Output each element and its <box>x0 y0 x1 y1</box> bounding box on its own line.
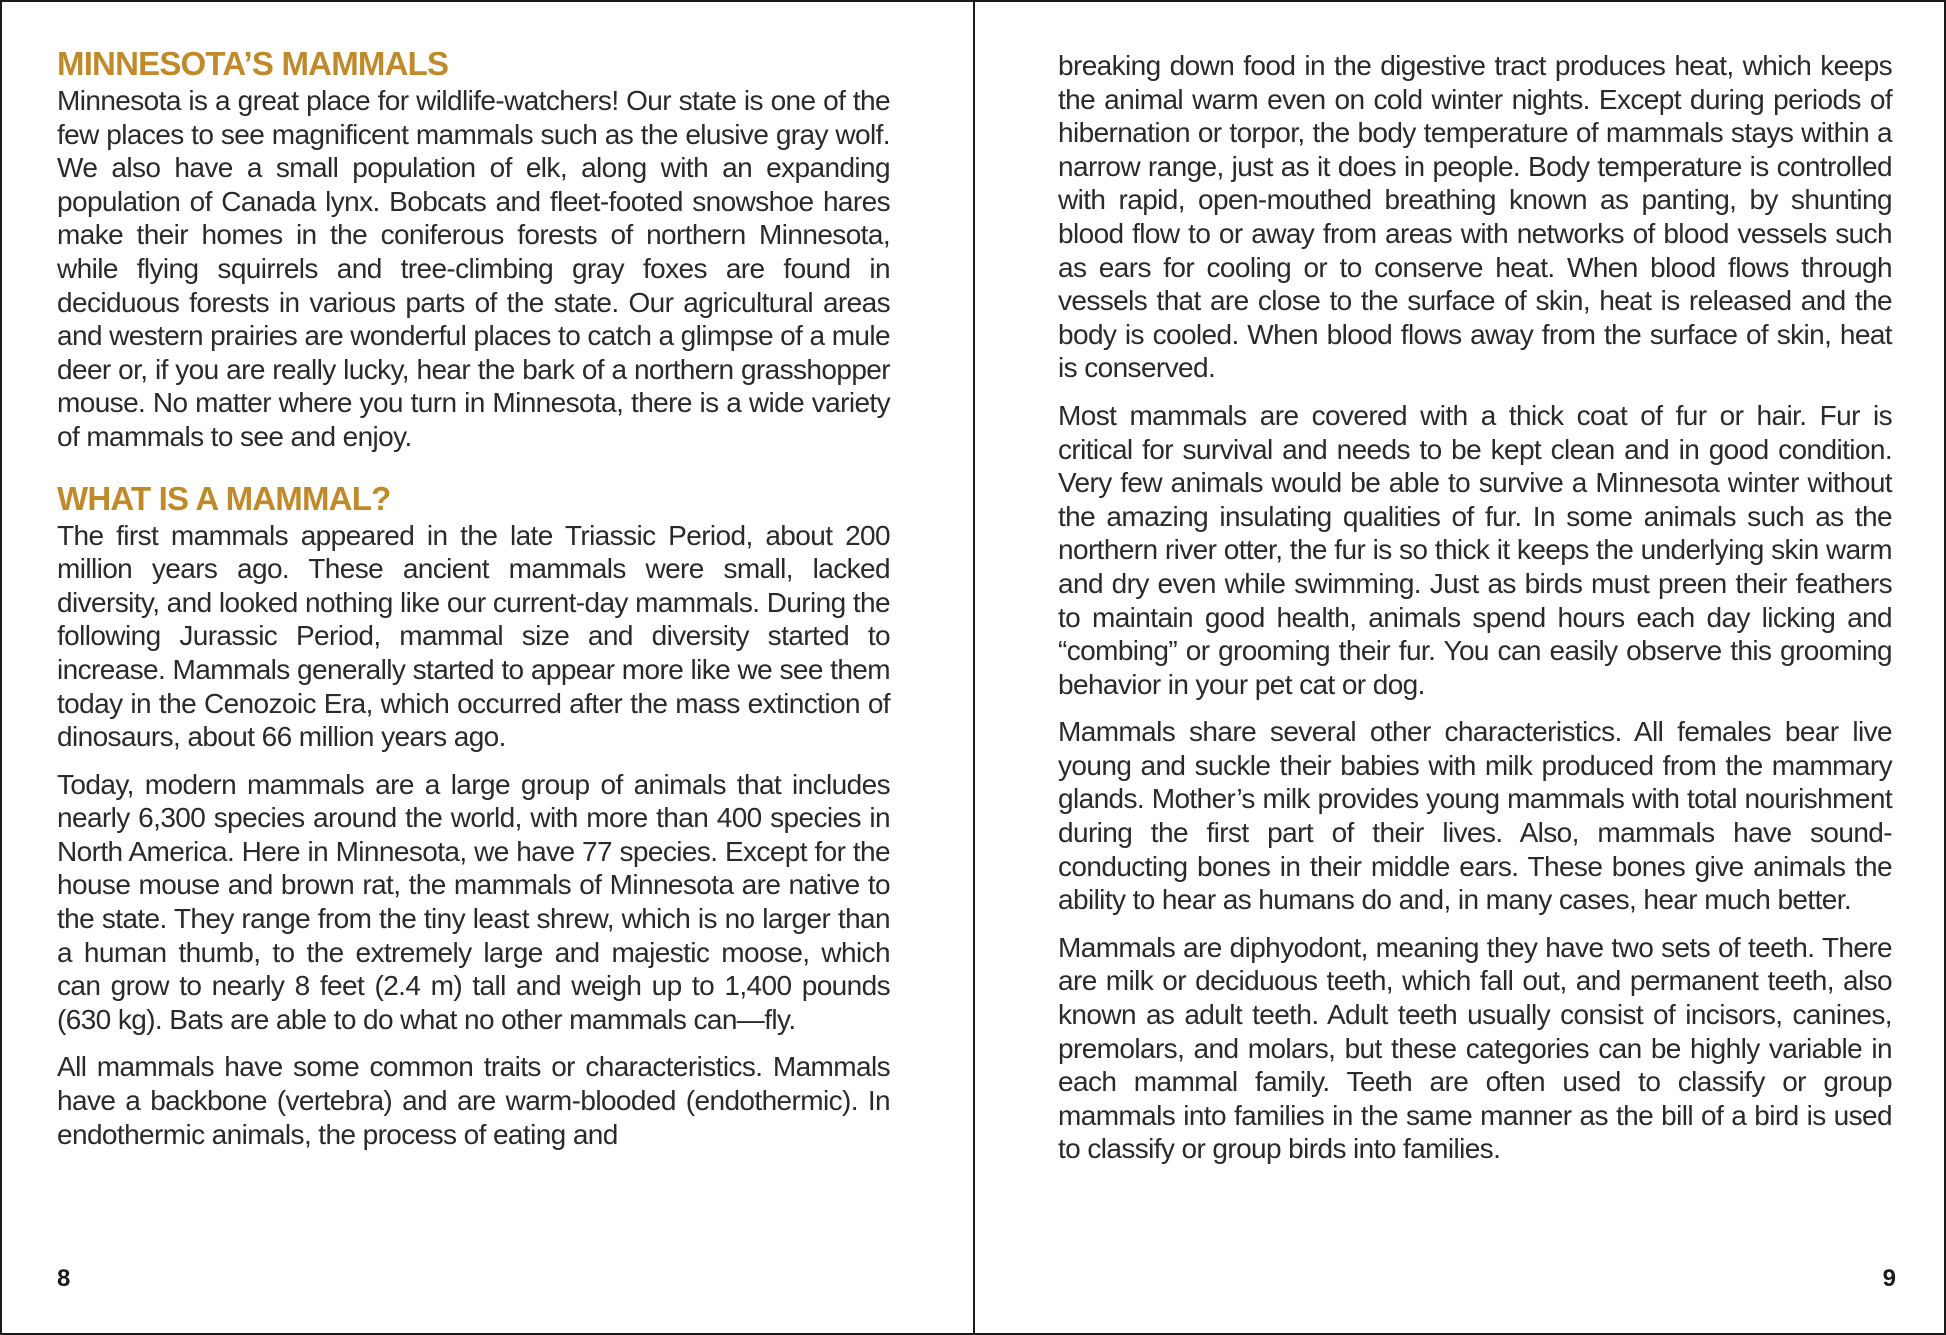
thermoregulation-paragraph: breaking down food in the digestive tract produces heat, which keeps the animal warm even on cold winter nights. Except during periods of hibernation or torpor, the body temperature of mammals stays within a narrow range, just as it does in people. Body temperature is controlled with rapid, open-mouthed breathing known as panting, by shunting blood flow to or away from areas with networks of blood vessels such as ears for cooling or to conserve heat. When blood flows through vessels that are close to the surface of skin, heat is released and the body is cooled. When blood flows away from the surface of skin, heat is conserved. <box>1058 50 1892 384</box>
species-paragraph: Today, modern mammals are a large group of animals that includes nearly 6,300 species around the world, with more than 400 species in North America. Here in Minnesota, we have 77 species. Except for the house mouse and brown rat, the mammals of Minnesota are native to the state. They range from the tiny least shrew, which is no larger than a human thumb, to the extremely large and majestic moose, which can grow to nearly 8 feet (2.4 m) tall and weigh up to 1,400 pounds (630 kg). Bats are able to do what no other mammals can—fly. <box>57 768 890 1035</box>
teeth-paragraph: Mammals are diphyodont, meaning they have two sets of teeth. There are milk or deciduous teeth, which fall out, and permanent teeth, also known as adult teeth. Adult teeth usually consist of incisors, canines, premolars, and molars, but these categories can be highly variable in each mammal family. Teeth are often used to classify or group mammals into families in the same manner as the bill of a bird is used to classify or group birds into families. <box>1058 931 1892 1165</box>
page-number-right: 9 <box>1882 1265 1896 1292</box>
history-paragraph: The first mammals appeared in the late Triassic Period, about 200 million years ago. These ancient mammals were small, lacked diversity, and looked nothing like our current-day mammals. During the following Jurassic Period, mammal size and diversity started to increase. Mammals generally started to appear more like we see them today in the Cenozoic Era, which occurred after the mass extinction of dinosaurs, about 66 million years ago. <box>57 519 890 753</box>
right-page-column <box>1058 49 1892 1166</box>
intro-paragraph: Minnesota is a great place for wildlife-watchers! Our state is one of the few places to see magnificent mammals such as the elusive gray wolf. We also have a small population of elk, along with an expanding population of Canada lynx. Bobcats and fleet-footed snowshoe hares make their homes in the coniferous forests of northern Minnesota, while flying squirrels and tree-climbing gray foxes are found in deciduous forests in various parts of the state. Our agricultural areas and western prairies are wonderful places to catch a glimpse of a mule deer or, if you are really lucky, hear the bark of a northern grasshopper mouse. No matter where you turn in Minnesota, there is a wide variety of mammals to see and enjoy. <box>57 85 890 452</box>
right-page <box>975 2 1944 1333</box>
traits-paragraph: All mammals have some common traits or characteristics. Mammals have a backbone (vertebra) and are warm-blooded (endothermic). In endothermic animals, the process of eating and <box>57 1051 890 1150</box>
section-heading-minnesotas-mammals: MINNESOTA’S MAMMALS <box>57 45 449 82</box>
page-number-left: 8 <box>57 1265 71 1292</box>
section-heading-what-is-a-mammal: WHAT IS A MAMMAL? <box>57 479 391 517</box>
fur-paragraph: Most mammals are covered with a thick coat of fur or hair. Fur is critical for survival and needs to be kept clean and in good condition. Very few animals would be able to survive a Minnesota winter without the amazing insulating qualities of fur. In some animals such as the northern river otter, the fur is so thick it keeps the underlying skin warm and dry even while swimming. Just as birds must preen their feathers to maintain good health, animals spend hours each day licking and “combing” or grooming their fur. You can easily observe this grooming behavior in your pet cat or dog. <box>1058 399 1892 700</box>
left-page-column <box>57 44 890 1151</box>
left-page <box>2 2 973 1333</box>
reproduction-hearing-paragraph: Mammals share several other characteristics. All females bear live young and suckle their babies with milk produced from the mammary glands. Mother’s milk provides young mammals with total nourishment during the first part of their lives. Also, mammals have sound-conducting bones in their middle ears. These bones give animals the ability to hear as humans do and, in many cases, hear much better. <box>1058 716 1892 916</box>
